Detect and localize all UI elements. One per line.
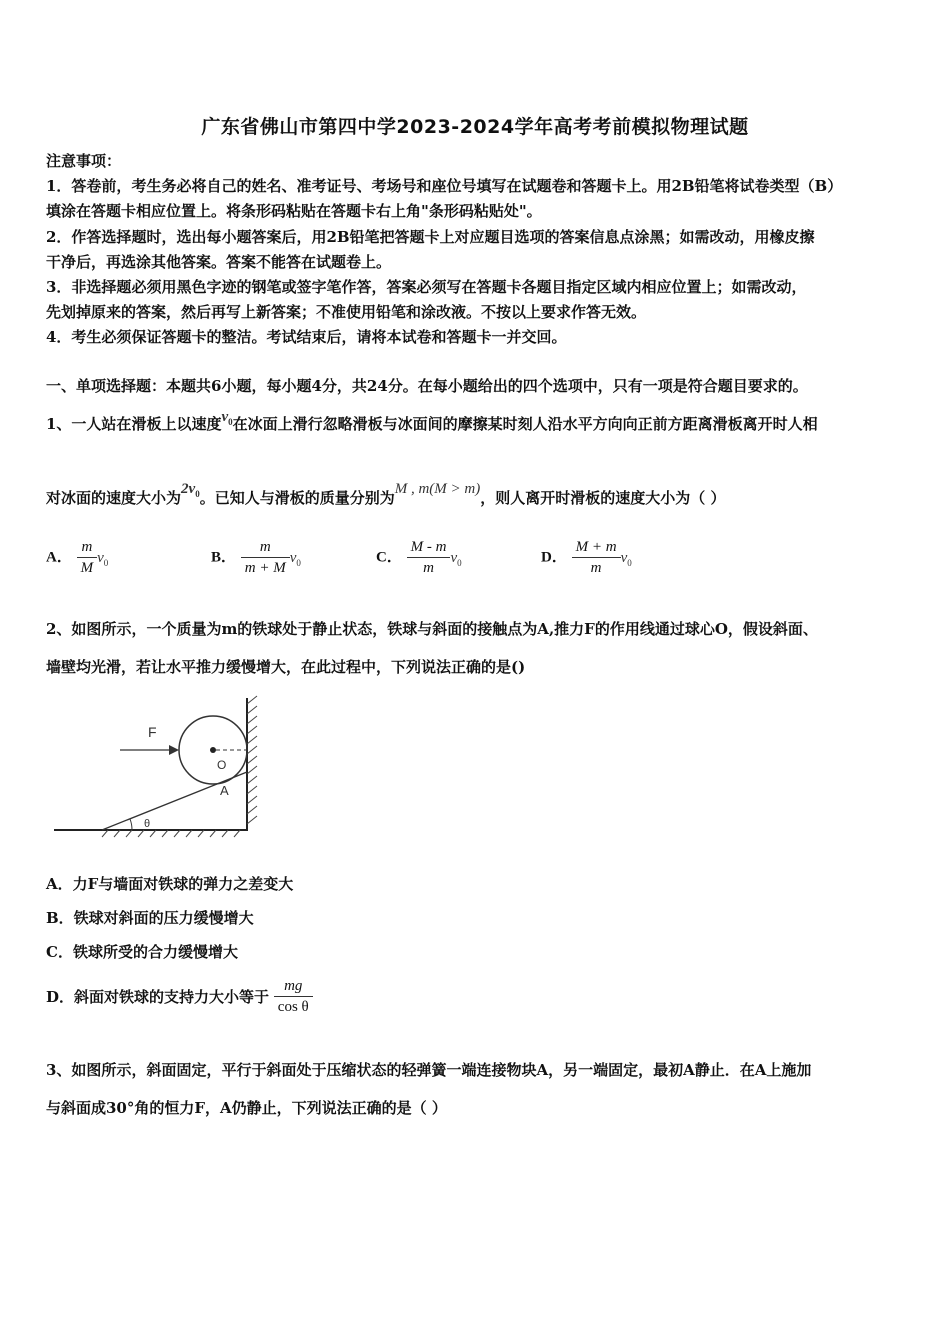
- v0-subscript: 0: [627, 557, 632, 568]
- v0-symbol: [97, 550, 108, 566]
- fraction: [241, 537, 290, 578]
- option-letter: B．: [211, 549, 237, 566]
- section-heading: 一、单项选择题：本题共6小题，每小题4分，共24分。在每小题给出的四个选项中，只有一项是符合题目要求的。: [46, 377, 808, 395]
- q1-text-a: 1、一人站在滑板上以速度: [46, 415, 222, 433]
- notice-line: 填涂在答题卡相应位置上。将条形码粘贴在答题卡右上角"条形码粘贴处"。: [46, 202, 542, 220]
- v0-letter: v: [221, 409, 229, 425]
- denominator: m + M: [241, 557, 290, 578]
- question-2-line-1: 2、如图所示，一个质量为m的铁球处于静止状态，铁球与斜面的接触点为A,推力F的作用线通过球心O，假设斜面、: [46, 620, 818, 638]
- v0-letter: v: [620, 549, 628, 566]
- fraction: [77, 537, 98, 578]
- question-3-line-2: 与斜面成30°角的恒力F，A仍静止，下列说法正确的是（ ）: [46, 1099, 447, 1117]
- ground-hatch: [102, 830, 240, 837]
- v0-symbol: [450, 550, 461, 566]
- q1-text-c: 对冰面的速度大小为: [46, 489, 182, 507]
- notice-line: 2．作答选择题时，选出每小题答案后，用2B铅笔把答题卡上对应题目选项的答案信息点涂黑；如需改动，用橡皮擦: [46, 228, 815, 246]
- angle-arc: [130, 819, 132, 830]
- option-letter: C．: [376, 549, 402, 566]
- q1-option-a[interactable]: [46, 537, 108, 578]
- v0-symbol: [290, 550, 301, 566]
- numerator: M + m: [575, 539, 617, 555]
- question-1-line-2: [46, 481, 916, 514]
- option-letter: A．: [46, 549, 72, 566]
- angle-label: θ: [144, 818, 151, 830]
- center-label: O: [217, 758, 227, 772]
- incline-ball-figure: [50, 690, 270, 840]
- q2-option-d[interactable]: [46, 976, 313, 1017]
- question-3-line-1: 3、如图所示，斜面固定，平行于斜面处于压缩状态的轻弹簧一端连接物块A，另一端固定，最初A静止．在A上施加: [46, 1061, 812, 1079]
- q2-option-a[interactable]: A．力F与墙面对铁球的弹力之差变大: [46, 875, 294, 893]
- q1-option-b[interactable]: [211, 537, 301, 578]
- notice-line: 3．非选择题必须用黑色字迹的钢笔或签字笔作答，答案必须写在答题卡各题目指定区域内相应位置上；如需改动，: [46, 278, 807, 296]
- denominator: m: [407, 557, 451, 578]
- v0-letter: v: [289, 549, 297, 566]
- q1-text-d: 。已知人与滑板的质量分别为: [199, 489, 395, 507]
- two-v0-symbol: [181, 481, 200, 497]
- notice-line: 干净后，再选涂其他答案。答案不能答在试题卷上。: [46, 253, 392, 271]
- contact-point-label: A: [220, 783, 229, 798]
- q1-text-b: 在冰面上滑行忽略滑板与冰面间的摩擦某时刻人沿水平方向向正前方距离滑板离开时人相: [232, 415, 818, 433]
- fraction: [572, 537, 621, 578]
- v0-letter: v: [97, 549, 104, 566]
- wall-hatch: [247, 696, 257, 824]
- numerator: mg: [284, 978, 303, 994]
- question-1-line-1: [46, 409, 916, 440]
- q2-option-b[interactable]: B．铁球对斜面的压力缓慢增大: [46, 909, 254, 927]
- v0-subscript: 0: [296, 557, 301, 568]
- v0-subscript: 0: [457, 557, 462, 568]
- fraction: [274, 976, 313, 1017]
- force-label: F: [148, 724, 157, 740]
- option-letter: D．: [541, 549, 567, 566]
- numerator: m: [259, 539, 271, 555]
- notice-line: 先划掉原来的答案，然后再写上新答案；不准使用铅笔和涂改液。不按以上要求作答无效。: [46, 303, 647, 321]
- v0-symbol: [621, 550, 632, 566]
- v0-subscript: 0: [103, 557, 109, 568]
- force-arrow-head: [169, 745, 179, 755]
- two-v0-subscript: 0: [195, 489, 200, 499]
- page-title: 广东省佛山市第四中学2023-2024学年高考考前模拟物理试题: [201, 116, 749, 138]
- q2-option-c[interactable]: C．铁球所受的合力缓慢增大: [46, 943, 238, 961]
- numerator: M - m: [410, 539, 447, 555]
- denominator: m: [572, 557, 621, 578]
- v0-subscript: 0: [228, 417, 233, 427]
- denominator: cos θ: [274, 996, 313, 1017]
- denominator: M: [77, 557, 98, 578]
- notice-line: 4．考生必须保证答题卡的整洁。考试结束后，请将本试卷和答题卡一并交回。: [46, 328, 567, 346]
- two-v0-letter: 2v: [181, 481, 196, 497]
- v0-symbol: [221, 409, 232, 425]
- fraction: [407, 537, 451, 578]
- ball-center: [210, 747, 216, 753]
- question-2-line-2: 墙壁均光滑，若让水平推力缓慢增大，在此过程中，下列说法正确的是(): [46, 658, 526, 676]
- notice-line: 1．答卷前，考生务必将自己的姓名、准考证号、考场号和座位号填写在试题卷和答题卡上。用2B铅笔将试卷类型（B）: [46, 177, 843, 195]
- v0-letter: v: [450, 549, 458, 566]
- numerator: m: [81, 539, 93, 555]
- incline-line: [102, 772, 247, 830]
- q1-text-e: ，则人离开时滑板的速度大小为（ ）: [480, 489, 726, 507]
- q1-option-c[interactable]: [376, 537, 462, 578]
- mass-expression: M , m(M > m): [394, 481, 481, 497]
- q2-option-d-text: D．斜面对铁球的支持力大小等于: [46, 988, 270, 1006]
- notice-heading: 注意事项：: [46, 152, 122, 170]
- q1-option-d[interactable]: [541, 537, 632, 578]
